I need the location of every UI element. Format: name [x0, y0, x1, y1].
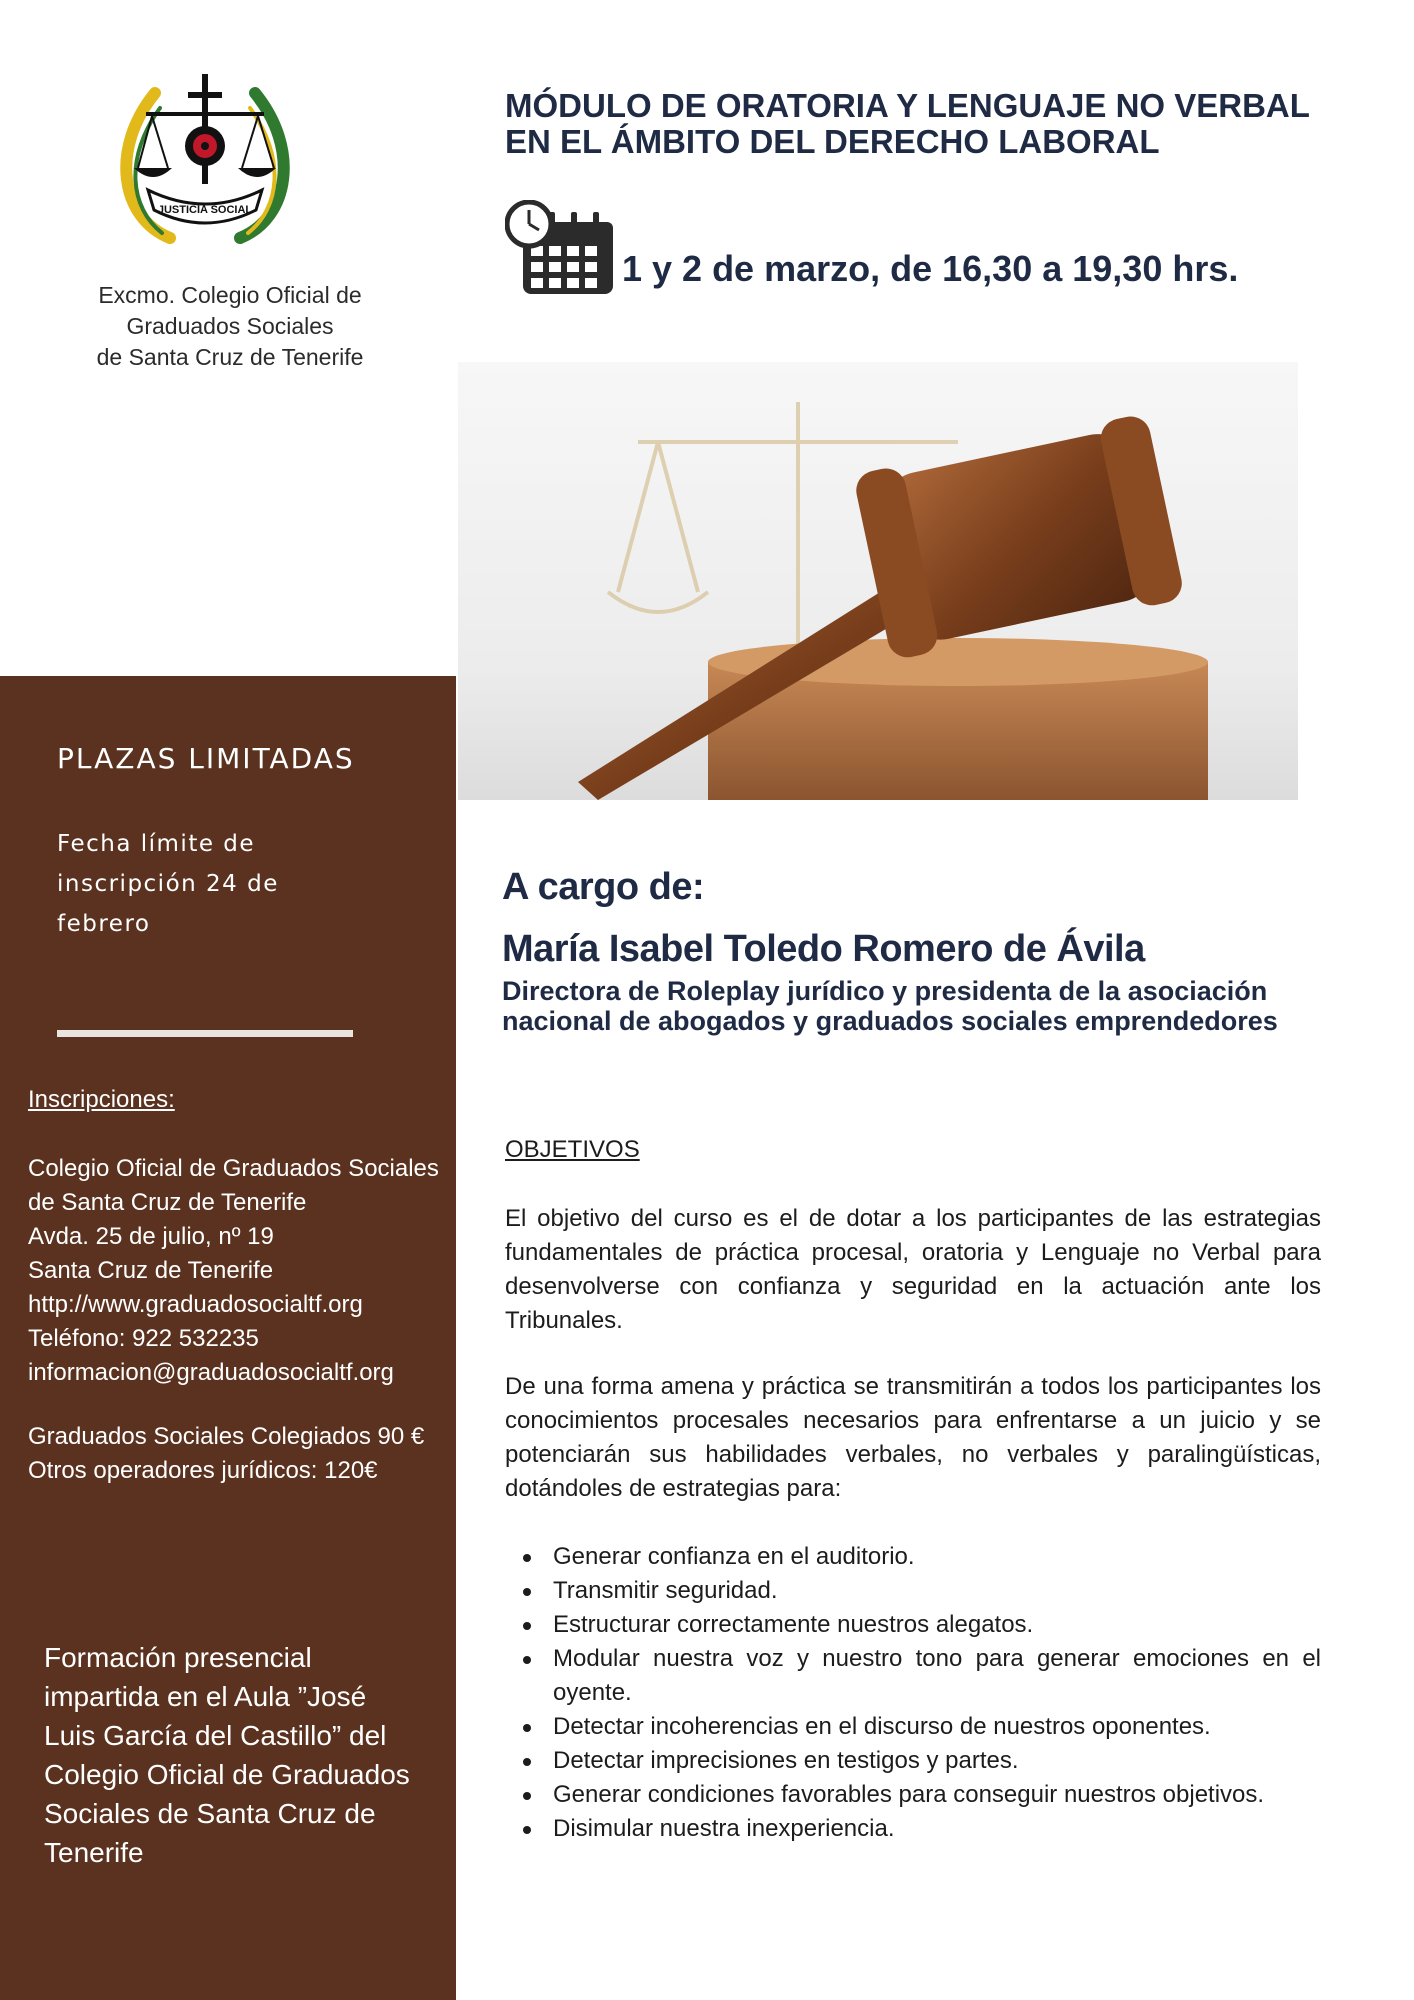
phone-number: Teléfono: 922 532235 — [28, 1325, 259, 1352]
logo-ribbon-text: JUSTICIA SOCIAL — [157, 204, 253, 216]
divider — [57, 1030, 353, 1037]
contact-line: Colegio Oficial de Graduados Sociales — [28, 1155, 439, 1182]
website-link[interactable]: http://www.graduadosocialtf.org — [28, 1291, 363, 1318]
list-item: Generar condiciones favorables para conseguir nuestros objetivos. — [505, 1778, 1321, 1812]
contact-info — [28, 1152, 448, 1390]
course-title — [505, 88, 1385, 160]
contact-city: Santa Cruz de Tenerife — [28, 1257, 274, 1284]
list-item: Transmitir seguridad. — [505, 1574, 1321, 1608]
objetivos-title: OBJETIVOS — [505, 1136, 640, 1163]
sidebar-panel — [0, 676, 456, 2000]
organization-name-line: Graduados Sociales — [126, 313, 334, 339]
list-item: Modular nuestra voz y nuestro tono para generar emociones en el oyente. — [505, 1642, 1321, 1710]
list-item: Generar confianza en el auditorio. — [505, 1540, 1321, 1574]
inscripciones-title: Inscripciones: — [28, 1086, 175, 1113]
speaker-role-line: nacional de abogados y graduados sociales emprendedores — [502, 1006, 1278, 1036]
list-item: Estructurar correctamente nuestros alegatos. — [505, 1608, 1321, 1642]
justicia-social-logo — [110, 68, 300, 258]
speaker-role-line: Directora de Roleplay jurídico y presidenta de la asociación — [502, 976, 1268, 1006]
fee-line: Otros operadores jurídicos: 120€ — [28, 1457, 378, 1484]
objetivos-list — [505, 1540, 1321, 1846]
speaker-label: A cargo de: — [502, 866, 705, 908]
objetivos-paragraph: De una forma amena y práctica se transmitirán a todos los participantes los conocimientos procesales necesarios para enfrentarse a un juicio y se potenciarán sus habilidades verbales, no verbales y paralingüísticas, dotándoles de estrategias para: — [505, 1373, 1321, 1502]
objetivos-paragraph: El objetivo del curso es el de dotar a los participantes de las estrategias fundamentales de práctica procesal, oratoria y Lenguaje no Verbal para desenvolverse con confianza y seguridad en la actuación ante los Tribunales. — [505, 1205, 1321, 1334]
gavel-and-scales-image — [458, 362, 1298, 800]
course-date: 1 y 2 de marzo, de 16,30 a 19,30 hrs. — [622, 248, 1239, 289]
course-title-line: MÓDULO DE ORATORIA Y LENGUAJE NO VERBAL — [505, 87, 1310, 124]
registration-deadline: Fecha límite de inscripción 24 de febrero — [57, 831, 279, 937]
organization-name-line: Excmo. Colegio Oficial de — [98, 282, 362, 308]
list-item: Disimular nuestra inexperiencia. — [505, 1812, 1321, 1846]
calendar-clock-icon — [505, 200, 615, 296]
list-item: Detectar incoherencias en el discurso de nuestros oponentes. — [505, 1710, 1321, 1744]
email-link[interactable]: informacion@graduadosocialtf.org — [28, 1359, 394, 1386]
list-item: Detectar imprecisiones en testigos y partes. — [505, 1744, 1321, 1778]
speaker-role — [502, 976, 1402, 1036]
contact-address: Avda. 25 de julio, nº 19 — [28, 1223, 274, 1250]
organization-name — [60, 280, 400, 373]
course-title-line: EN EL ÁMBITO DEL DERECHO LABORAL — [505, 123, 1160, 160]
fees — [28, 1420, 448, 1488]
speaker-name: María Isabel Toledo Romero de Ávila — [502, 928, 1145, 970]
fee-line: Graduados Sociales Colegiados 90 € — [28, 1423, 425, 1450]
training-location: Formación presencial impartida en el Aula ”José Luis García del Castillo” del Colegio Oficial de Graduados Sociales de Santa Cruz de Tenerife — [44, 1642, 410, 1868]
organization-name-line: de Santa Cruz de Tenerife — [96, 344, 364, 370]
contact-line: de Santa Cruz de Tenerife — [28, 1189, 307, 1216]
plazas-limitadas: PLAZAS LIMITADAS — [57, 742, 355, 775]
